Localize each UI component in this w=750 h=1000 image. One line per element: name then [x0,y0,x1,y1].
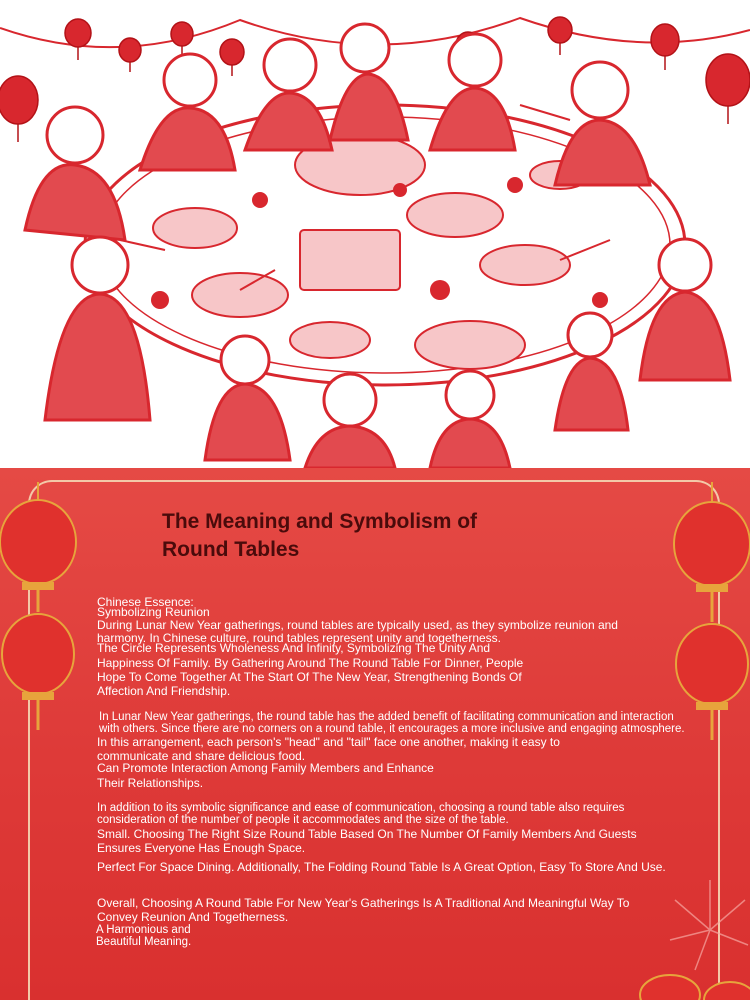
paragraph-10-line-1: A Harmonious and [96,924,191,936]
paragraph-6-line-2: consideration of the number of people it accommodates and the size of the table. [97,814,509,826]
paragraph-2-line-1: The Circle Represents Wholeness And Infinity, Symbolizing The Unity And [97,641,491,655]
paragraph-2-line-3: Hope To Come Together At The Start Of The New Year, Strengthening Bonds Of [97,670,522,684]
paragraph-9-line-1: Overall, Choosing A Round Table For New Year's Gatherings Is A Traditional And Meaningful Way To [97,896,630,910]
paragraph-10-line-2: Beautiful Meaning. [96,936,192,948]
paragraph-3-line-2: with others. Since there are no corners on a round table, it encourages a more inclusive and engaging atmosphere. [99,723,685,735]
paragraph-6-line-1: In addition to its symbolic significance and ease of communication, choosing a round table also requires [97,802,625,814]
paragraph-4-line-1: In this arrangement, each person's "head" and "tail" face one another, making it easy to [97,735,560,749]
papercut-family-dinner-illustration [0,0,750,468]
lantern-icon [0,482,80,732]
paragraph-9-line-2: Convey Reunion And Togetherness. [97,910,289,924]
title-line-2: Round Tables [162,538,300,561]
paragraph-1-line-1: During Lunar New Year gatherings, round tables are typically used, as they symbolize reunion and [97,618,618,632]
paragraph-7-line-1: Small. Choosing The Right Size Round Table Based On The Number Of Family Members And Guests [97,827,637,841]
lantern-icon [672,482,750,742]
paragraph-1-line-2: harmony. In Chinese culture, round tables represent unity and togetherness. [97,631,502,645]
paragraph-4-line-2: communicate and share delicious food. [97,749,306,763]
paragraph-2-line-2: Happiness Of Family. By Gathering Around The Round Table For Dinner, People [97,656,524,670]
paragraph-3-line-1: In Lunar New Year gatherings, the round table has the added benefit of facilitating communication and interaction [99,711,674,723]
firework-icon [600,860,750,1000]
section-subheading: Symbolizing Reunion [97,605,210,619]
paragraph-2-line-4: Affection And Friendship. [97,684,231,698]
paragraph-7-line-2: Ensures Everyone Has Enough Space. [97,841,306,855]
paragraph-5-line-1: Can Promote Interaction Among Family Members and Enhance [97,761,434,775]
title-line-1: The Meaning and Symbolism of [162,510,478,533]
section-heading: Chinese Essence: [97,595,194,609]
paragraph-5-line-2: Their Relationships. [97,776,204,790]
article-title [162,508,582,564]
paragraph-8-line-1: Perfect For Space Dining. Additionally, The Folding Round Table Is A Great Option, Easy To Store And Use. [97,860,666,874]
